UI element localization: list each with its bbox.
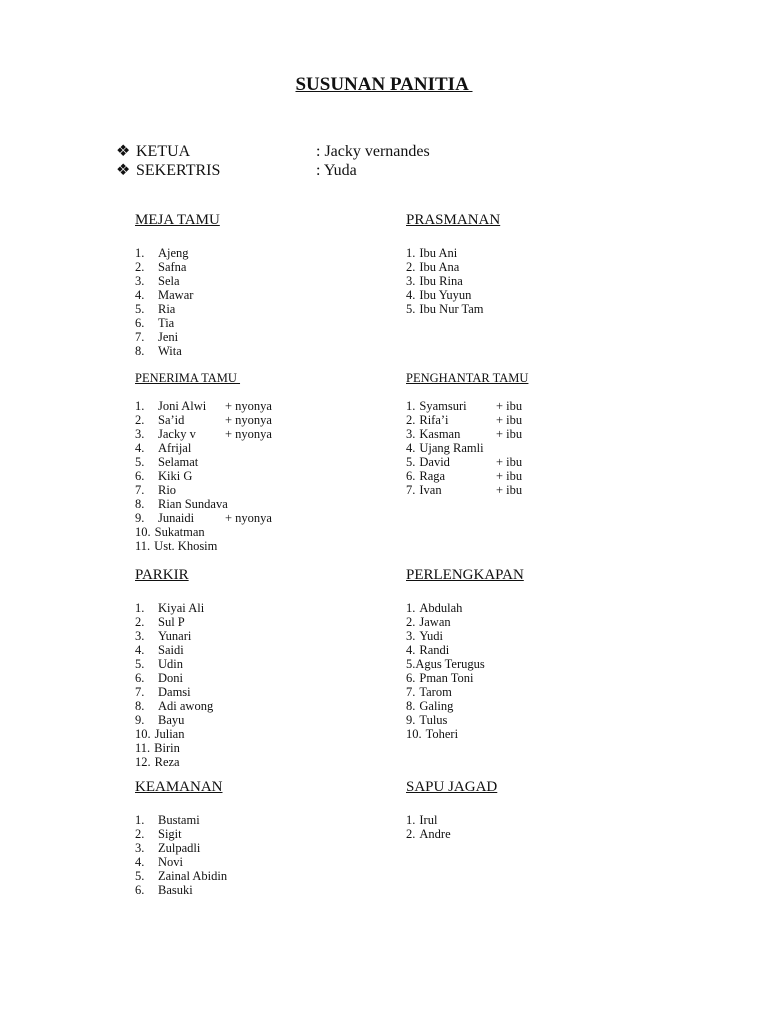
list-item: 3. Sela — [135, 274, 180, 288]
list-item: 5. Selamat — [135, 455, 199, 469]
list-item: 1. Kiyai Ali — [135, 601, 205, 615]
list-item: 2. Jawan — [406, 615, 451, 629]
list-item: 10. Toheri — [406, 727, 459, 741]
list-item: 6. Pman Toni — [406, 671, 474, 685]
section-heading: MEJA TAMU — [135, 212, 220, 228]
list-item: 2. Rifa’i + ibu — [406, 413, 523, 427]
diamond-bullet-icon: ❖ — [116, 162, 131, 179]
list-item: 6. Raga + ibu — [406, 469, 523, 483]
section-heading: SAPU JAGAD — [406, 779, 498, 795]
document-title-text: SUSUNAN PANITIA — [295, 74, 473, 95]
list-item: 5. Zainal Abidin — [135, 869, 228, 883]
list-item: 5. Ria — [135, 302, 176, 316]
list-item: 11. Birin — [135, 741, 180, 755]
officer-name: : Jacky vernandes — [316, 143, 430, 160]
list-item: 9. Junaidi + nyonya — [135, 511, 272, 525]
section-heading: PENGHANTAR TAMU — [406, 371, 529, 385]
section-heading: PERLENGKAPAN — [406, 567, 524, 583]
section-heading: PARKIR — [135, 567, 189, 583]
list-item: 2. Sigit — [135, 827, 182, 841]
list-item: 8. Galing — [406, 699, 454, 713]
officer-name: : Yuda — [316, 162, 357, 179]
section-sapu-jagad — [406, 778, 497, 841]
list-item: 1. Ibu Ani — [406, 246, 458, 260]
list-item: 3. Kasman + ibu — [406, 427, 523, 441]
section-heading: KEAMANAN — [135, 779, 223, 795]
list-item: 11. Ust. Khosim — [135, 539, 218, 553]
list-item: 5. David + ibu — [406, 455, 523, 469]
list-item: 7. Rio — [135, 483, 177, 497]
section-keamanan — [135, 778, 227, 897]
member-list — [135, 601, 213, 769]
list-item: 9. Tulus — [406, 713, 448, 727]
list-item: 1. Joni Alwi + nyonya — [135, 399, 272, 413]
list-item: 7. Tarom — [406, 685, 452, 699]
list-item: 2. Andre — [406, 827, 451, 841]
list-item: 6. Basuki — [135, 883, 193, 897]
list-item: 4. Afrijal — [135, 441, 192, 455]
list-item: 2. Sul P — [135, 615, 185, 629]
list-item: 4. Novi — [135, 855, 183, 869]
list-item: 1. Syamsuri + ibu — [406, 399, 523, 413]
section-penerima-tamu — [135, 369, 272, 553]
list-item: 1. Irul — [406, 813, 438, 827]
section-penghantar-tamu — [406, 369, 528, 497]
document-title — [0, 74, 768, 96]
list-item: 3. Yudi — [406, 629, 443, 643]
officer-role: SEKERTRIS — [136, 162, 221, 179]
list-item: 6. Kiki G — [135, 469, 193, 483]
member-list — [406, 399, 528, 497]
section-heading: PENERIMA TAMU — [135, 371, 241, 385]
member-list — [135, 813, 227, 897]
officer-sekertris — [116, 160, 357, 180]
officer-ketua — [116, 141, 430, 161]
list-item: 3. Ibu Rina — [406, 274, 463, 288]
list-item: 3. Zulpadli — [135, 841, 201, 855]
list-item: 10. Julian — [135, 727, 185, 741]
member-list — [135, 399, 272, 553]
list-item: 7. Ivan + ibu — [406, 483, 523, 497]
section-parkir — [135, 566, 213, 769]
list-item: 10. Sukatman — [135, 525, 205, 539]
list-item: 12. Reza — [135, 755, 180, 769]
list-item: 2. Safna — [135, 260, 187, 274]
list-item: 6. Doni — [135, 671, 183, 685]
list-item: 6. Tia — [135, 316, 175, 330]
list-item: 4. Ibu Yuyun — [406, 288, 472, 302]
list-item: 8. Rian Sundava — [135, 497, 228, 511]
list-item: 9. Bayu — [135, 713, 185, 727]
list-item: 7. Jeni — [135, 330, 179, 344]
section-prasmanan — [406, 211, 500, 316]
officer-role: KETUA — [136, 143, 191, 160]
list-item: 7. Damsi — [135, 685, 191, 699]
list-item: 8. Adi awong — [135, 699, 214, 713]
list-item: 1. Abdulah — [406, 601, 463, 615]
list-item: 1. Bustami — [135, 813, 200, 827]
list-item: 2. Sa’id + nyonya — [135, 413, 272, 427]
member-list — [135, 246, 220, 358]
list-item: 5. Ibu Nur Tam — [406, 302, 484, 316]
list-item: 3. Yunari — [135, 629, 192, 643]
list-item: 5.Agus Terugus — [406, 657, 485, 671]
list-item: 4. Randi — [406, 643, 450, 657]
list-item: 1. Ajeng — [135, 246, 189, 260]
member-list — [406, 813, 497, 841]
list-item: 4. Mawar — [135, 288, 194, 302]
list-item: 4. Ujang Ramli — [406, 441, 484, 455]
list-item: 8. Wita — [135, 344, 182, 358]
diamond-bullet-icon: ❖ — [116, 143, 131, 160]
member-list — [406, 601, 524, 741]
list-item: 5. Udin — [135, 657, 183, 671]
list-item: 4. Saidi — [135, 643, 184, 657]
list-item: 2. Ibu Ana — [406, 260, 460, 274]
section-heading: PRASMANAN — [406, 212, 501, 228]
list-item: 3. Jacky v + nyonya — [135, 427, 272, 441]
member-list — [406, 246, 500, 316]
section-meja-tamu — [135, 211, 220, 358]
section-perlengkapan — [406, 566, 524, 741]
